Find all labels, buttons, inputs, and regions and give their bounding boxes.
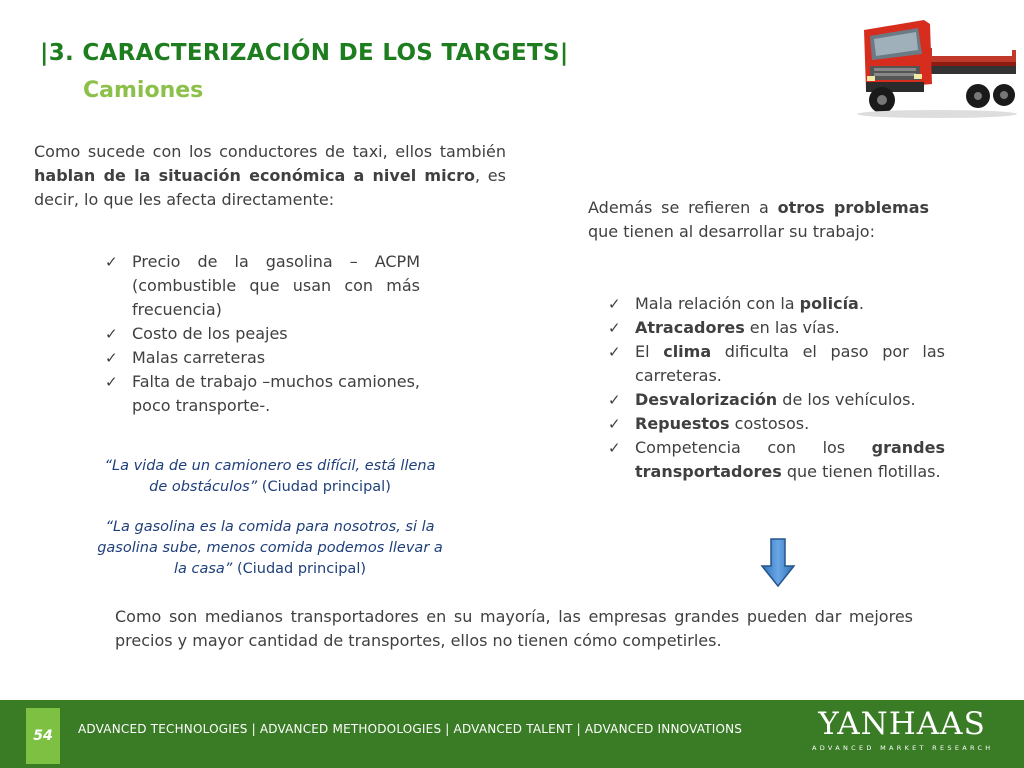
- quote-2: [92, 517, 448, 580]
- quote-source: (Ciudad principal): [236, 561, 367, 577]
- list-item: [105, 370, 420, 418]
- item-text: El: [635, 342, 664, 361]
- list-item-text: Malas carreteras: [132, 348, 266, 367]
- item-text: .: [858, 294, 864, 313]
- item-text: dificulta el paso por las carreteras.: [635, 342, 945, 385]
- check-icon: ✓: [608, 439, 621, 457]
- list-item-text: Precio de la gasolina – ACPM (combustible que usan con más frecuencia): [132, 252, 420, 319]
- list-item: [608, 316, 945, 340]
- intro-bold: hablan de la situación económica a nivel micro: [34, 166, 475, 185]
- list-item: [608, 388, 945, 412]
- check-icon: ✓: [608, 391, 621, 409]
- brand-subtitle: ADVANCED MARKET RESEARCH: [812, 744, 994, 752]
- list-item: [105, 322, 420, 346]
- list-item-text: Costo de los peajes: [132, 324, 288, 343]
- right-intro-text-1: Además se refieren a: [588, 198, 778, 217]
- other-problems-list: [608, 292, 945, 484]
- intro-paragraph: [34, 140, 506, 212]
- check-icon: ✓: [105, 373, 118, 391]
- item-bold: policía: [799, 294, 859, 313]
- brand-name: YANHAAS: [818, 706, 986, 742]
- list-item: [608, 436, 945, 484]
- list-item: [608, 412, 945, 436]
- quote-source: (Ciudad principal): [261, 479, 391, 495]
- list-item: [608, 340, 945, 388]
- item-text: Competencia con los: [635, 438, 872, 457]
- list-item: [105, 250, 420, 322]
- item-text: que tienen flotillas.: [781, 462, 941, 481]
- slide-subtitle: Camiones: [83, 78, 204, 103]
- item-text: Mala relación con la: [635, 294, 800, 313]
- intro-text-1: Como sucede con los conductores de taxi, ellos también: [34, 142, 506, 161]
- other-problems-paragraph: [588, 196, 929, 244]
- footer-tagline: ADVANCED TECHNOLOGIES | ADVANCED METHODOLOGIES | ADVANCED TALENT | ADVANCED INNOVATIONS: [78, 722, 743, 736]
- right-intro-bold: otros problemas: [777, 198, 930, 217]
- list-item: [105, 346, 420, 370]
- item-bold: grandes transportadores: [635, 438, 945, 481]
- check-icon: ✓: [105, 253, 118, 271]
- check-icon: ✓: [608, 295, 621, 313]
- quote-1: [100, 456, 440, 498]
- intro-text-2: , es decir, lo que les afecta directamente:: [34, 166, 506, 209]
- item-bold: Atracadores: [635, 318, 745, 337]
- arrow-down-icon: [760, 538, 796, 588]
- right-intro-text-2: que tienen al desarrollar su trabajo:: [588, 222, 875, 241]
- item-text: costosos.: [729, 414, 810, 433]
- check-icon: ✓: [105, 349, 118, 367]
- slide-title: |3. CARACTERIZACIÓN DE LOS TARGETS|: [40, 40, 569, 66]
- conclusion-paragraph: Como son medianos transportadores en su mayoría, las empresas grandes pueden dar mejores precios y mayor cantidad de transportes, ellos no tienen cómo competirles.: [115, 607, 913, 650]
- list-item-text: Falta de trabajo –muchos camiones, poco transporte-.: [132, 372, 420, 415]
- check-icon: ✓: [608, 319, 621, 337]
- economic-issues-list: [105, 250, 420, 418]
- item-text: en las vías.: [744, 318, 840, 337]
- item-text: de los vehículos.: [777, 390, 916, 409]
- brand-logo: [812, 708, 992, 752]
- quote-text: “La vida de un camionero es difícil, está llena de obstáculos”: [104, 458, 436, 495]
- list-item: [608, 292, 945, 316]
- quote-text: “La gasolina es la comida para nosotros, si la gasolina sube, menos comida podemos llevar a la casa”: [97, 519, 443, 577]
- check-icon: ✓: [105, 325, 118, 343]
- page-number: 54: [26, 708, 60, 764]
- item-bold: Desvalorización: [635, 390, 778, 409]
- check-icon: ✓: [608, 415, 621, 433]
- check-icon: ✓: [608, 343, 621, 361]
- truck-image: [852, 10, 1022, 122]
- item-bold: clima: [663, 342, 712, 361]
- item-bold: Repuestos: [635, 414, 730, 433]
